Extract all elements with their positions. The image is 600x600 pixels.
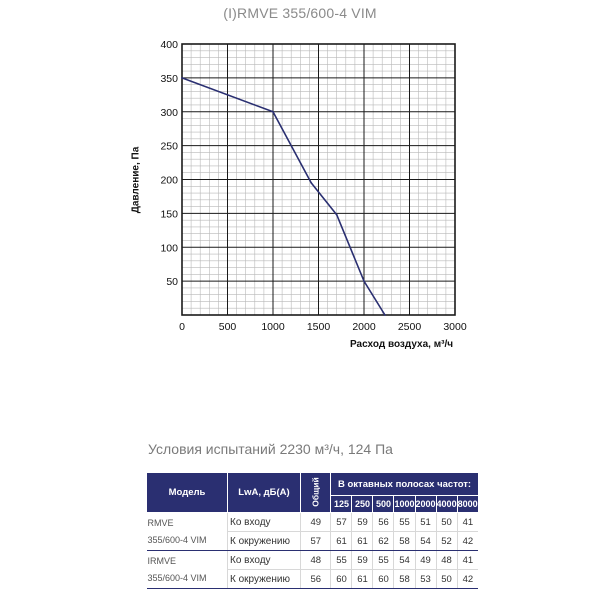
value-band-cell: 61	[331, 532, 352, 551]
value-band-cell: 51	[415, 513, 436, 532]
series-point	[272, 111, 274, 113]
value-band-cell: 42	[457, 532, 478, 551]
model-name-line1: IRMVE	[147, 555, 177, 566]
y-tick-label: 250	[160, 140, 178, 153]
y-tick-label: 400	[160, 39, 178, 51]
value-band-cell: 52	[436, 532, 457, 551]
value-band-cell: 61	[352, 570, 373, 589]
x-axis-label: Расход воздуха, м³/ч	[350, 339, 454, 350]
x-tick-label: 500	[218, 321, 237, 333]
model-cell	[147, 551, 228, 589]
y-tick-label: 150	[160, 208, 178, 221]
table-row	[147, 551, 479, 570]
table-row	[147, 513, 479, 532]
value-band-cell: 60	[373, 570, 394, 589]
value-band-cell: 59	[352, 551, 373, 570]
value-band-cell: 55	[373, 551, 394, 570]
header-band-3: 1000	[394, 496, 415, 513]
value-band-cell: 54	[415, 532, 436, 551]
x-tick-label: 3000	[443, 321, 467, 333]
y-tick-label: 100	[160, 242, 178, 255]
y-tick-label: 200	[160, 174, 178, 187]
x-tick-label: 2000	[352, 321, 376, 333]
value-band-cell: 50	[436, 513, 457, 532]
test-conditions: Условия испытаний 2230 м³/ч, 124 Па	[148, 441, 393, 457]
condition-cell: Ко входу	[228, 551, 301, 570]
value-total-cell: 57	[301, 532, 331, 551]
condition-cell: Ко входу	[228, 513, 301, 532]
model-name-line2: 355/600-4 VIM	[147, 572, 207, 583]
value-band-cell: 48	[436, 551, 457, 570]
value-band-cell: 57	[331, 513, 352, 532]
header-model: Модель	[147, 473, 228, 513]
y-axis-label: Давление, Па	[130, 146, 142, 214]
condition-cell: К окружению	[228, 532, 301, 551]
header-band-0: 125	[331, 496, 352, 513]
series-point	[384, 314, 386, 316]
value-band-cell: 50	[436, 570, 457, 589]
model-name-line2: 355/600-4 VIM	[147, 534, 207, 545]
series-point	[363, 280, 365, 282]
condition-cell: К окружению	[228, 570, 301, 589]
series-point	[336, 214, 338, 216]
value-total-cell: 56	[301, 570, 331, 589]
value-band-cell: 58	[394, 570, 415, 589]
series-point	[181, 77, 183, 79]
header-total-label: Общий	[310, 477, 321, 507]
noise-table-body	[147, 513, 479, 589]
value-band-cell: 49	[415, 551, 436, 570]
header-total	[301, 473, 331, 513]
value-band-cell: 55	[394, 513, 415, 532]
header-band-6: 8000	[457, 496, 478, 513]
value-band-cell: 59	[352, 513, 373, 532]
x-tick-label: 2500	[397, 321, 422, 333]
value-band-cell: 55	[331, 551, 352, 570]
header-bands-title: В октавных полосах частот:	[331, 473, 478, 496]
value-band-cell: 56	[373, 513, 394, 532]
x-tick-label: 1000	[261, 321, 285, 333]
header-band-4: 2000	[415, 496, 436, 513]
value-band-cell: 58	[394, 532, 415, 551]
y-tick-label: 300	[160, 106, 178, 119]
header-lwa: LwA, дБ(А)	[228, 473, 301, 513]
value-band-cell: 61	[352, 532, 373, 551]
series-line	[182, 78, 385, 315]
header-band-5: 4000	[436, 496, 457, 513]
chart-title: (I)RMVE 355/600-4 VIM	[223, 5, 377, 21]
value-band-cell: 60	[331, 570, 352, 589]
x-tick-label: 1500	[306, 321, 331, 333]
y-tick-label: 350	[160, 72, 178, 85]
header-band-1: 250	[352, 496, 373, 513]
value-total-cell: 48	[301, 551, 331, 570]
model-name-line1: RMVE	[147, 517, 174, 528]
x-tick-label: 0	[179, 321, 185, 333]
y-tick-label: 50	[166, 276, 178, 289]
value-total-cell: 49	[301, 513, 331, 532]
value-band-cell: 42	[457, 570, 478, 589]
value-band-cell: 41	[457, 513, 478, 532]
value-band-cell: 54	[394, 551, 415, 570]
value-band-cell: 41	[457, 551, 478, 570]
value-band-cell: 53	[415, 570, 436, 589]
noise-table	[146, 472, 479, 589]
series-point	[310, 182, 312, 184]
header-band-2: 500	[373, 496, 394, 513]
value-band-cell: 62	[373, 532, 394, 551]
model-cell	[147, 513, 228, 551]
